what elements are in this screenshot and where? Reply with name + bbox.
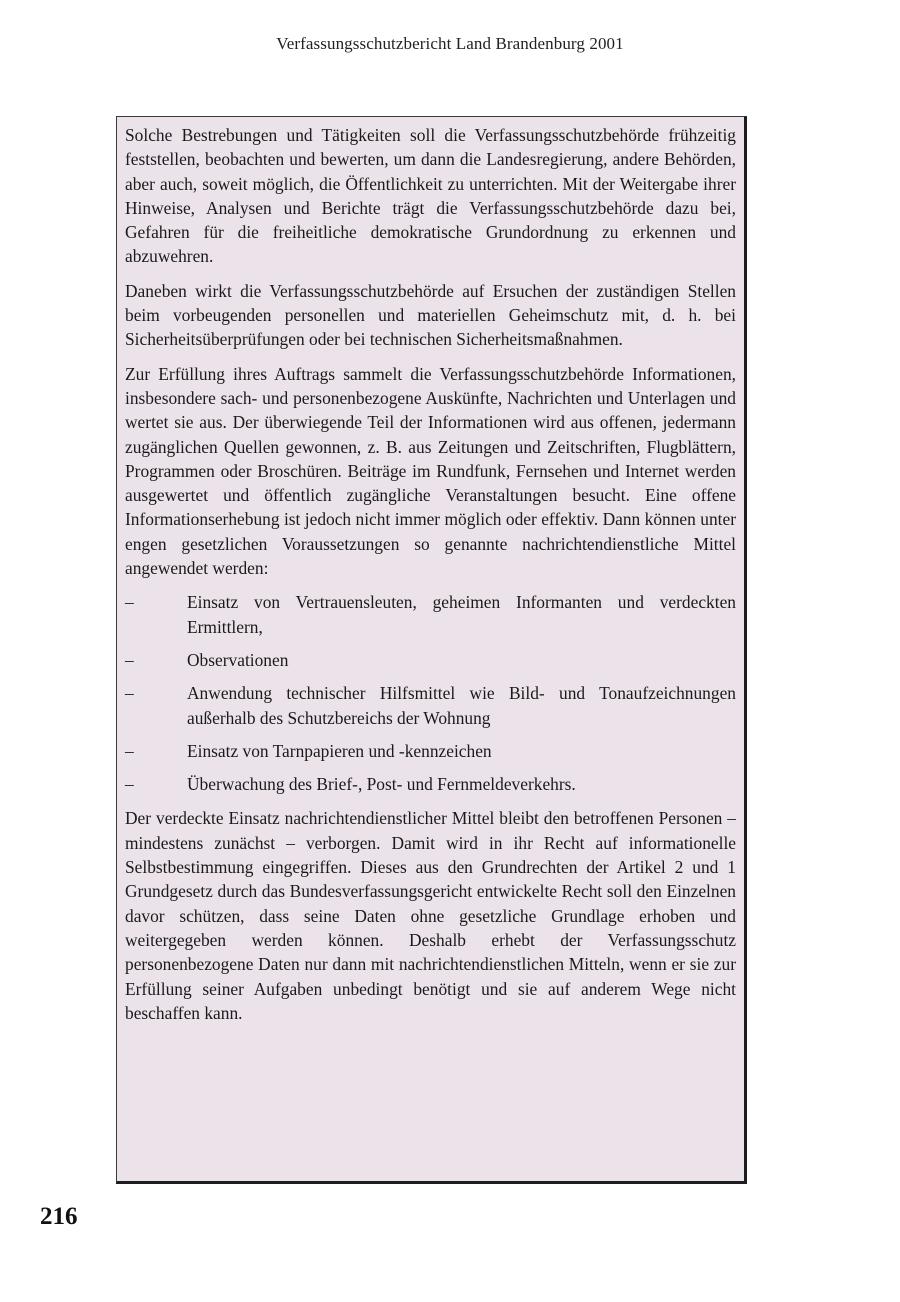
paragraph-tasks: Solche Bestrebungen und Tätigkeiten soll die Verfassungsschutzbehörde frühzeitig feststellen, beobachten und bewerten, um dann die Landesregierung, andere Behörden, aber auch, soweit möglich, die Öffentlichkeit zu unterrichten. Mit der Weitergabe ihrer Hinweise, Analysen und Berichte trägt die Verfassungsschutzbehörde dazu bei, Gefahren für die freiheitliche demokratische Grundordnung zu erkennen und abzuwehren. [125, 125, 736, 267]
list-item [125, 681, 736, 730]
list-dash: – [125, 683, 134, 704]
list-item-text: Überwachung des Brief-, Post- und Fernmeldeverkehrs. [187, 774, 576, 795]
paragraph-information-gathering: Zur Erfüllung ihres Auftrags sammelt die Verfassungsschutzbehörde Informationen, insbesondere sach- und personenbezogene Auskünfte, Nachrichten und Unterlagen und wertet sie aus. Der überwiegende Teil der Informationen wird aus offenen, jedermann zugänglichen Quellen gewonnen, z. B. aus Zeitungen und Zeitschriften, Flugblättern, Programmen oder Broschüren. Beiträge im Rundfunk, Fernsehen und Internet werden ausgewertet und öffentlich zugängliche Veranstaltungen besucht. Eine offene Informationserhebung ist jedoch nicht immer möglich oder effektiv. Dann können unter engen gesetzlichen Voraussetzungen so genannte nachrichtendienstliche Mittel angewendet werden: [125, 363, 736, 579]
list-dash: – [125, 649, 134, 670]
list-item-text: Einsatz von Tarnpapieren und -kennzeichen [187, 740, 492, 761]
list-item [125, 772, 736, 796]
list-dash: – [125, 740, 134, 761]
boxed-text-section [116, 116, 747, 1184]
list-item-text: Observationen [187, 649, 289, 670]
paragraph-covert-means: Der verdeckte Einsatz nachrichtendienstlicher Mittel bleibt den betroffenen Personen – mindestens zunächst – verborgen. Damit wird in ihr Recht auf informationelle Selbstbestimmung eingegriffen. Dieses aus den Grundrechten der Artikel 2 und 1 Grundgesetz durch das Bundesverfassungsgericht entwickelte Recht soll den Einzelnen davor schützen, dass seine Daten ohne gesetzliche Grundlage erhoben und weitergegeben werden können. Deshalb erhebt der Verfassungsschutz personenbezogene Daten nur dann mit nachrichtendienstlichen Mitteln, wenn er sie zur Erfüllung seiner Aufgaben unbedingt benötigt und sie auf anderem Wege nicht beschaffen kann. [125, 808, 736, 1023]
list-dash: – [125, 774, 134, 795]
list-dash: – [125, 592, 134, 613]
intelligence-means-list [125, 590, 736, 796]
list-item [125, 590, 736, 639]
list-item-text: Anwendung technischer Hilfsmittel wie Bild- und Tonaufzeichnungen außerhalb des Schutzbereichs der Wohnung [187, 683, 736, 728]
paragraph-secrecy-protection: Daneben wirkt die Verfassungsschutzbehörde auf Ersuchen der zuständigen Stellen beim vorbeugenden personellen und materiellen Geheimschutz mit, d. h. bei Sicherheitsüberprüfungen oder bei technischen Sicherheitsmaßnahmen. [125, 280, 736, 350]
running-header: Verfassungsschutzbericht Land Brandenburg 2001 [276, 34, 624, 53]
page-number: 216 [40, 1203, 78, 1230]
list-item [125, 739, 736, 763]
list-item [125, 648, 736, 672]
list-item-text: Einsatz von Vertrauensleuten, geheimen Informanten und verdeckten Ermittlern, [187, 592, 736, 637]
